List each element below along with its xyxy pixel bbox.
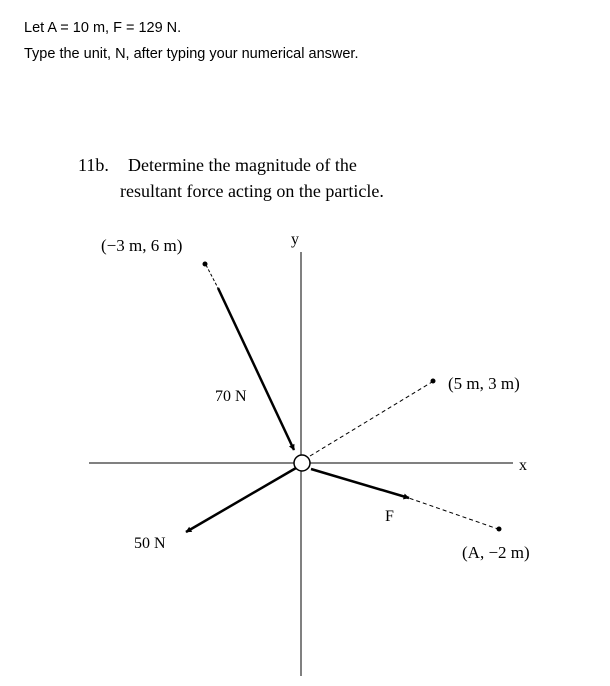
- lower-right-dashed-line: [403, 496, 498, 529]
- force-50n-arrow: [186, 468, 296, 532]
- force-70n-label: 70 N: [215, 388, 247, 405]
- force-70n-arrow: [218, 288, 294, 450]
- point-lower-right-dot: [497, 527, 502, 532]
- point-upper-left-label: (−3 m, 6 m): [101, 236, 183, 255]
- given-values-text: Let A = 10 m, F = 129 N.: [24, 20, 182, 36]
- instruction-text: Type the unit, N, after typing your numerical answer.: [24, 46, 359, 62]
- right-dashed-line: [310, 382, 432, 456]
- point-upper-left-dot: [203, 262, 208, 267]
- force-f-label: F: [385, 508, 394, 525]
- question-line-1: Determine the magnitude of the: [128, 155, 357, 175]
- y-axis-label: y: [291, 231, 299, 248]
- upper-left-dashed-line: [206, 265, 218, 288]
- problem-number: 11b.: [78, 155, 109, 175]
- x-axis-label: x: [519, 457, 527, 474]
- question-line-2: resultant force acting on the particle.: [120, 181, 384, 201]
- particle: [294, 455, 310, 471]
- point-right-dot: [431, 379, 436, 384]
- point-lower-right-label: (A, −2 m): [462, 543, 530, 562]
- force-f-arrow: [311, 469, 409, 498]
- force-50n-label: 50 N: [134, 535, 166, 552]
- point-right-label: (5 m, 3 m): [448, 374, 520, 393]
